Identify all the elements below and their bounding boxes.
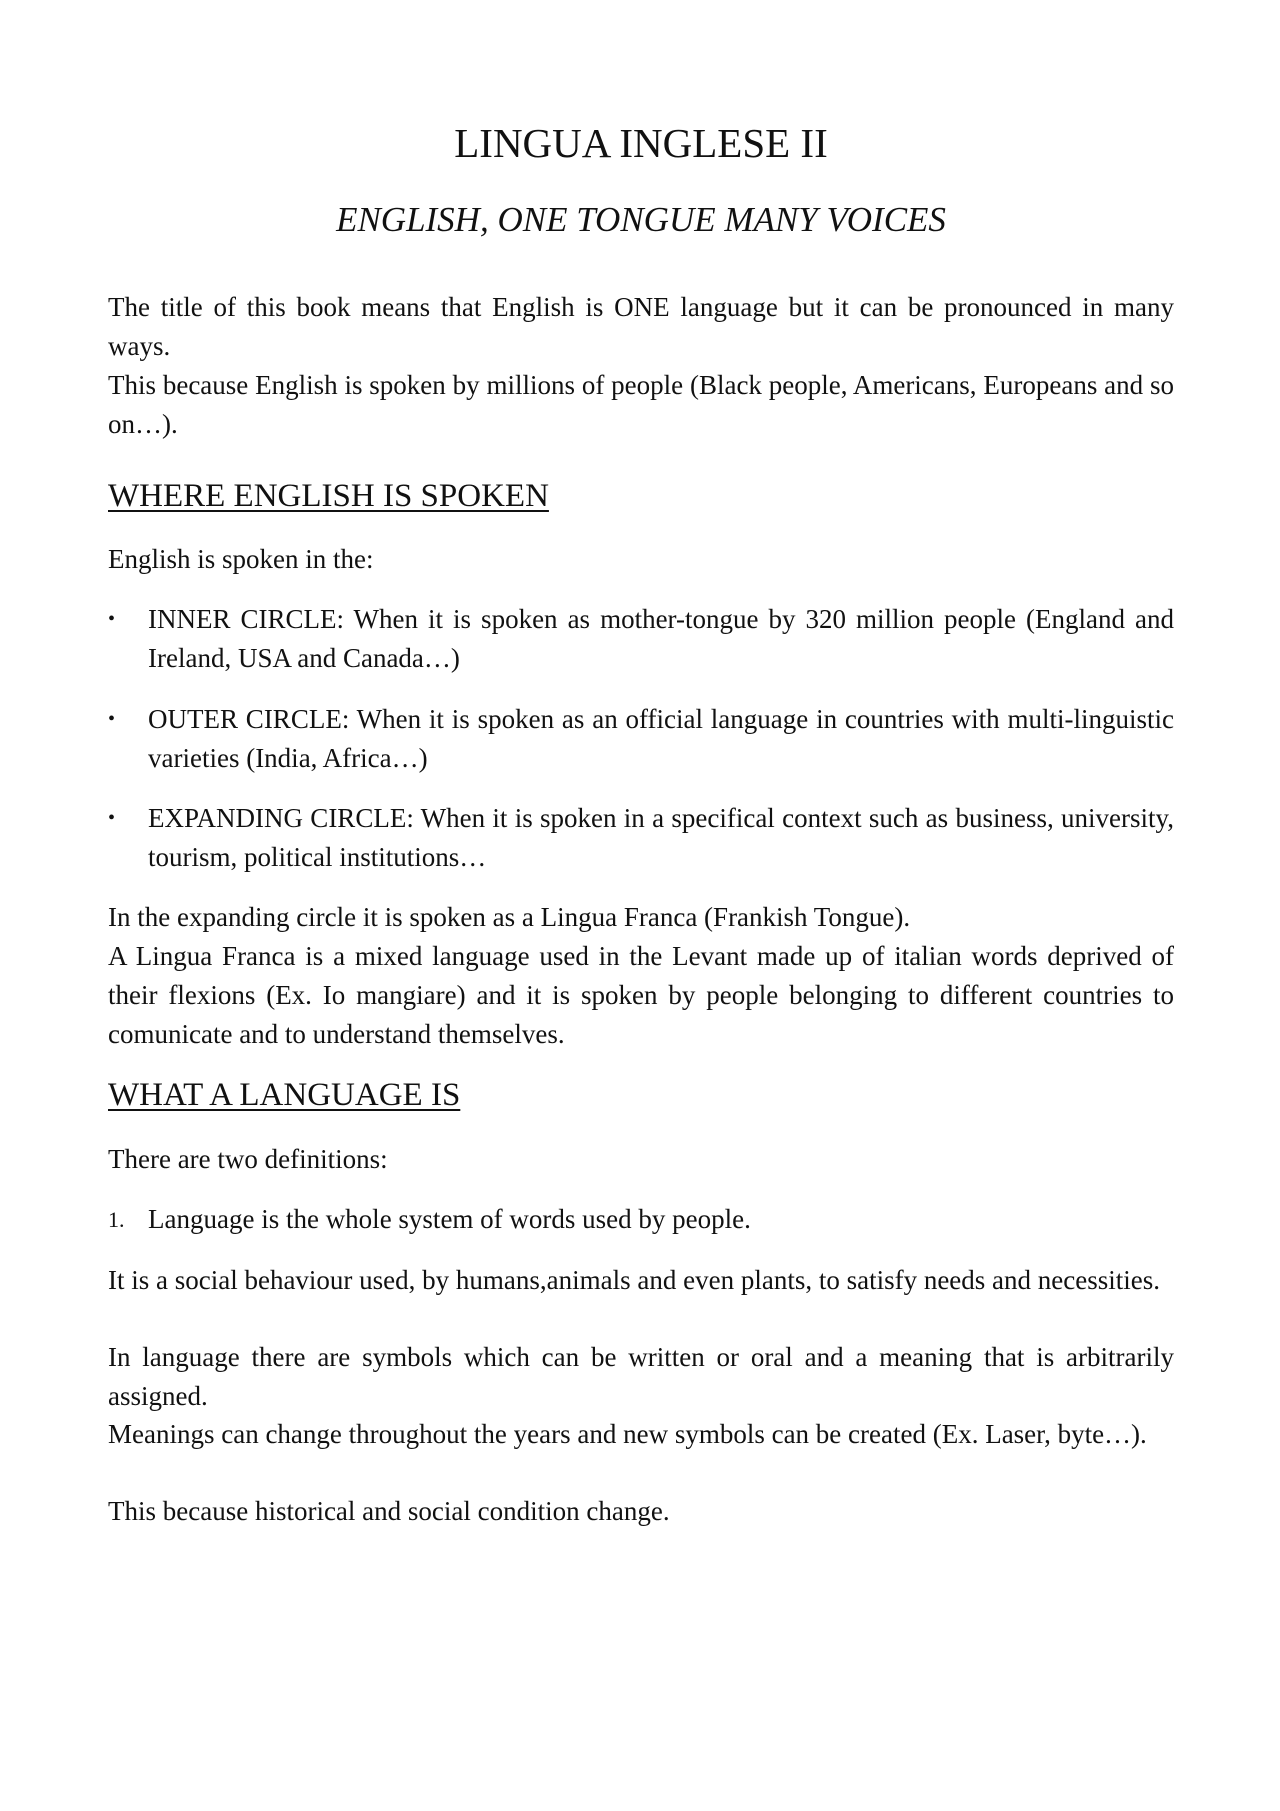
section1-lead: English is spoken in the: [108,544,374,574]
bullet-marker: • [108,708,116,730]
bullet-text: OUTER CIRCLE: When it is spoken as an official language in countries with multi-linguistic varieties (India, Africa…) [148,704,1174,773]
section-heading-what-a-language-is: WHAT A LANGUAGE IS [108,1077,461,1113]
section2-lead: There are two definitions: [108,1144,388,1174]
numbered-text: Language is the whole system of words used by people. [148,1204,751,1234]
numbered-item-1 [108,1200,1174,1239]
bullet-marker: • [108,807,116,829]
section2-body-paragraph-3: Meanings can change throughout the years and new symbols can be created (Ex. Laser, byte…). [108,1419,1147,1449]
document-subtitle: ENGLISH, ONE TONGUE MANY VOICES [336,200,946,239]
section-heading-where-english-is-spoken: WHERE ENGLISH IS SPOKEN [108,478,549,514]
bullet-text: INNER CIRCLE: When it is spoken as mother-tongue by 320 million people (England and Ireland, USA and Canada…) [148,604,1174,673]
intro-paragraph-1: The title of this book means that English is ONE language but it can be pronounced in many ways. [108,292,1174,361]
section2-body-paragraph-2: In language there are symbols which can be written or oral and a meaning that is arbitrarily assigned. [108,1342,1174,1411]
section1-after-paragraph-2: A Lingua Franca is a mixed language used in the Levant made up of italian words deprived of their flexions (Ex. Io mangiare) and it is spoken by people belonging to different countries to comunicate and to understand themselves. [108,941,1174,1049]
bullet-item-outer-circle [108,700,1174,778]
section1-after-paragraph-1: In the expanding circle it is spoken as a Lingua Franca (Frankish Tongue). [108,902,911,932]
number-marker: 1. [108,1207,125,1232]
bullet-item-inner-circle [108,600,1174,678]
section2-body-paragraph-1: It is a social behaviour used, by humans,animals and even plants, to satisfy needs and necessities. [108,1265,1160,1295]
bullet-item-expanding-circle [108,799,1174,877]
bullet-marker: • [108,608,116,630]
intro-paragraph-2: This because English is spoken by millions of people (Black people, Americans, Europeans and so on…). [108,370,1174,439]
section2-body-paragraph-4: This because historical and social condition change. [108,1496,670,1526]
document-title: LINGUA INGLESE II [454,120,828,166]
bullet-text: EXPANDING CIRCLE: When it is spoken in a specifical context such as business, university, tourism, political institutions… [148,803,1174,872]
